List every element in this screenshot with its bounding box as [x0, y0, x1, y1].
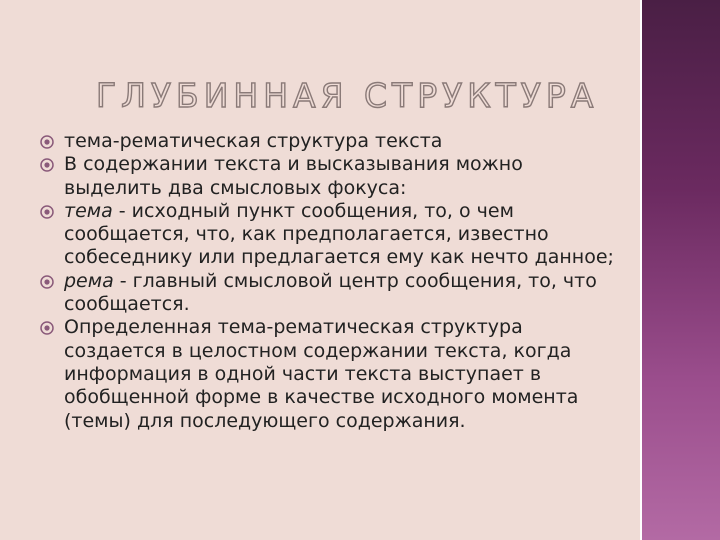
bullet-item — [24, 130, 614, 153]
bullet-text: - главный смысловой центр сообщения, то, что сообщается. — [64, 269, 597, 316]
target-bullet-icon — [40, 275, 54, 289]
target-bullet-icon — [40, 321, 54, 335]
bullet-term: рема — [64, 269, 114, 292]
slide-title: ГЛУБИННАЯ СТРУКТУРА — [96, 76, 599, 115]
bullet-text: тема-рематическая структура текста — [64, 130, 443, 152]
bullet-text: Определенная тема-рематическая структура создается в целостном содержании текста, когда информация в одной части текста выступает в обобщенной форме в качестве исходного момента (темы) для последующего содержания. — [64, 316, 579, 432]
bullet-item — [24, 200, 614, 270]
bullet-item — [24, 153, 614, 200]
target-bullet-icon — [40, 135, 54, 149]
bullet-item — [24, 270, 614, 317]
bullet-term: тема — [64, 199, 113, 222]
bullet-text: - исходный пункт сообщения, то, о чем сообщается, что, как предполагается, известно собеседнику или предлагается ему как нечто данное; — [64, 199, 614, 269]
bullet-list — [24, 130, 614, 433]
decorative-divider-line — [640, 0, 642, 540]
bullet-item — [24, 316, 614, 432]
bullet-text: В содержании текста и высказывания можно выделить два смысловых фокуса: — [64, 153, 523, 199]
target-bullet-icon — [40, 158, 54, 172]
target-bullet-icon — [40, 205, 54, 219]
decorative-side-band — [640, 0, 720, 540]
